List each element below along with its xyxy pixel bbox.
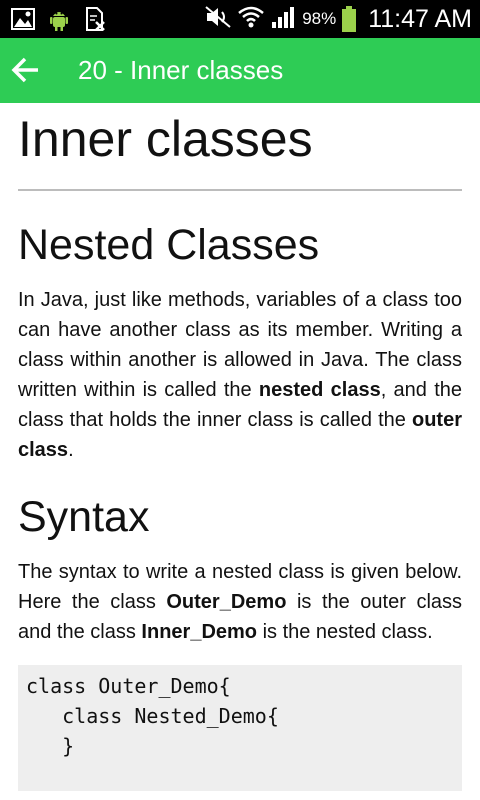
nested-classes-paragraph	[18, 285, 462, 465]
section-heading-syntax: Syntax	[18, 493, 150, 541]
mute-icon	[204, 4, 232, 35]
text-span: .	[68, 439, 74, 461]
bold-term: Outer_Demo	[166, 591, 287, 613]
image-icon	[10, 6, 36, 32]
arrow-left-icon[interactable]	[8, 52, 44, 88]
app-bar	[0, 38, 480, 103]
signal-icon	[270, 4, 296, 35]
app-bar-title: 20 - Inner classes	[78, 55, 284, 85]
status-bar	[0, 0, 480, 38]
text-span: is the nested class.	[257, 621, 433, 643]
code-line: class Outer_Demo{	[26, 674, 231, 698]
bold-term: nested class	[258, 379, 381, 401]
document-x-icon	[82, 6, 108, 32]
battery-percent: 98%	[302, 9, 337, 28]
clock: 11:47 AM	[368, 4, 472, 33]
syntax-paragraph	[18, 557, 462, 647]
code-line: }	[26, 734, 75, 758]
code-block	[18, 665, 462, 791]
text-span: , and the class that holds the inner class is called the	[18, 379, 462, 431]
section-heading-nested-classes: Nested Classes	[18, 221, 320, 269]
page-title: Inner classes	[18, 111, 313, 167]
bold-term: outer class	[18, 409, 462, 461]
text-span: is the outer class and the class	[18, 591, 462, 643]
text-span: In Java, just like methods, variables of a class too can have another class as its member. Writing a class within another is allowed in Java. The class written within is called the	[18, 289, 462, 401]
code-line: class Nested_Demo{	[26, 704, 279, 728]
text-span: The syntax to write a nested class is given below. Here the class	[18, 561, 462, 613]
title-divider	[18, 189, 462, 191]
notification-icons	[10, 6, 108, 32]
battery-icon	[342, 6, 356, 32]
wifi-icon	[238, 4, 264, 35]
android-icon	[46, 6, 72, 32]
back-button[interactable]	[8, 52, 44, 88]
article-content[interactable]	[18, 103, 462, 800]
bold-term: Inner_Demo	[141, 621, 258, 643]
system-status	[204, 0, 472, 38]
